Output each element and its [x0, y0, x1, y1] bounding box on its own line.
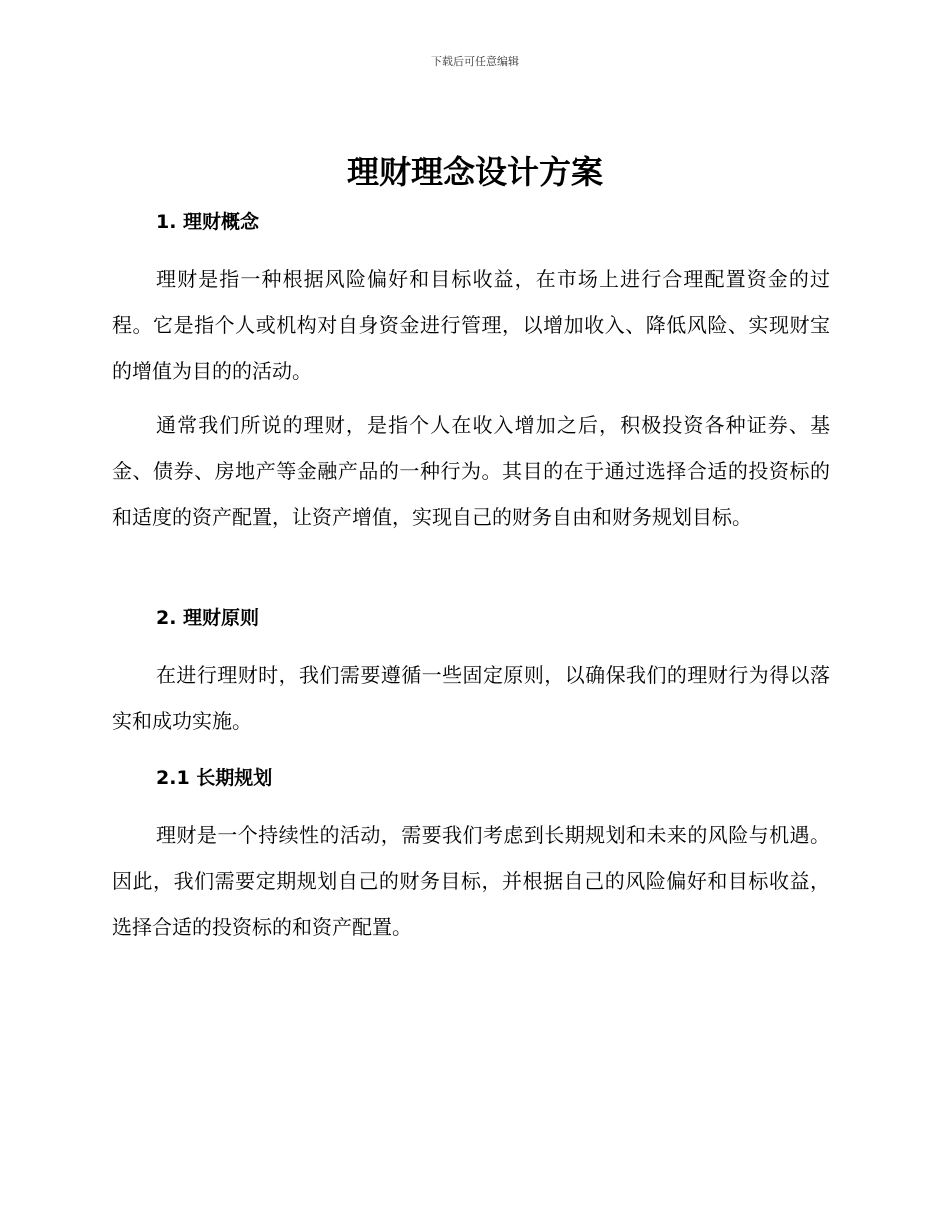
section-heading-long-term-planning: 2.1 长期规划 [156, 767, 273, 789]
paragraph-concept-purpose: 通常我们所说的理财，是指个人在收入增加之后，积极投资各种证券、基金、债券、房地产等金融产品的一种行为。其目的在于通过选择合适的投资标的和适度的资产配置，让资产增值，实现自己的财务自由和财务规划目标。 [112, 413, 830, 529]
paragraph-principles-intro: 在进行理财时，我们需要遵循一些固定原则，以确保我们的理财行为得以落实和成功实施。 [112, 663, 830, 733]
section-heading-principles: 2. 理财原则 [156, 607, 260, 629]
paragraph-concept-definition: 理财是指一种根据风险偏好和目标收益，在市场上进行合理配置资金的过程。它是指个人或机构对自身资金进行管理，以增加收入、降低风险、实现财宝的增值为目的的活动。 [112, 267, 830, 383]
page-header-note: 下载后可任意编辑 [431, 55, 519, 68]
section-heading-concept: 1. 理财概念 [156, 211, 260, 233]
document-title: 理财理念设计方案 [346, 153, 603, 191]
paragraph-long-term-planning: 理财是一个持续性的活动，需要我们考虑到长期规划和未来的风险与机遇。因此，我们需要定期规划自己的财务目标，并根据自己的风险偏好和目标收益，选择合适的投资标的和资产配置。 [112, 823, 830, 939]
